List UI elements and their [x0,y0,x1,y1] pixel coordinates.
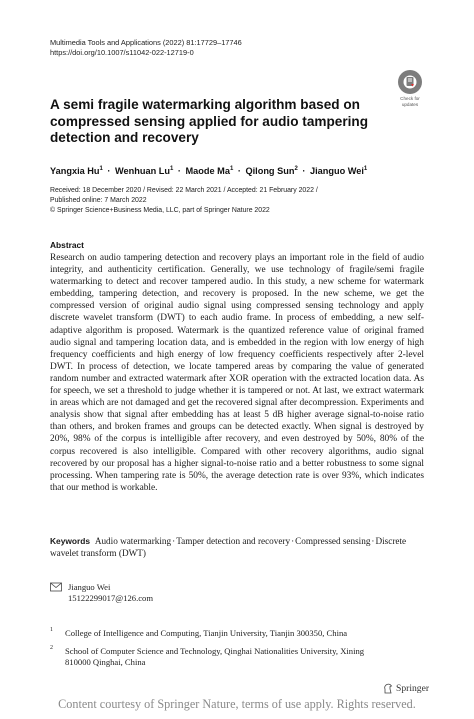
mail-icon [50,582,62,592]
published-online: Published online: 7 March 2022 [50,197,147,204]
keyword: Discrete wavelet transform (DWT) [50,536,407,558]
journal-header [50,38,242,58]
copyright-line: © Springer Science+Business Media, LLC, part of Springer Nature 2022 [50,207,270,214]
affiliation-number: 1 [50,627,53,633]
check-updates-icon [398,70,422,94]
paper-title: A semi fragile watermarking algorithm based on compressed sensing applied for audio tampering detection and recovery [50,97,369,145]
affiliation-text: School of Computer Science and Technology, Qinghai Nationalities University, Xining 810000 Qinghai, China [65,646,365,667]
affiliation-text: College of Intelligence and Computing, Tianjin University, Tianjin 300350, China [65,628,348,638]
springer-horse-icon [383,683,393,694]
courtesy-notice [0,697,474,712]
contact-name: Jianguo Wei [68,582,111,592]
keywords-label: Keywords [50,536,91,546]
author-list: Yangxia $Hu^1$ · Wenhuan $Lu^1$ · Maode $Ma^1$ · Qilong Sun$^2$ · Jianguo Wei$^1$ [50,166,368,177]
check-updates-line2: updates [401,101,419,107]
keyword: Audio watermarking [94,536,172,546]
keywords-section: Keywords Audio watermarking·Tamper detection and recovery·Compressed sensing·Discrete wavelet transform (DWT) [50,536,407,558]
affiliation-number: 2 [50,645,53,651]
doi-link[interactable]: https://doi.org/10.1007/s11042-022-12719-0 [50,48,194,57]
journal-citation: Multimedia Tools and Applications (2022) 81:17729–17746 [50,38,242,47]
publisher-logo [383,683,429,694]
keyword: Compressed sensing [295,536,371,546]
author[interactable]: Qilong Sun$^2$ [245,166,298,177]
courtesy-text[interactable]: Content courtesy of Springer Nature, terms of use apply. Rights reserved. [58,697,416,711]
author[interactable]: Wenhuan Lu$^1$ [115,166,174,177]
check-for-updates-button[interactable] [395,70,425,107]
affiliation [50,628,347,639]
abstract-heading: Abstract [50,240,84,250]
author[interactable]: Yangxia Hu$^1$ [50,166,103,177]
author[interactable]: Jianguo Wei$^1$ [309,166,368,177]
corresponding-author [50,582,153,603]
check-updates-line1: Check for [400,96,420,101]
keyword: Tamper detection and recovery [176,536,291,546]
date-history: Received: 18 December 2020 / Revised: 22 March 2021 / Accepted: 21 February 2022 / [50,187,318,194]
abstract-text: Research on audio tampering detection and recovery plays an important role in the field of audio integrity, and authenticity certification. Generally, we use technology of fragile/semi fragile watermarking to detect and recover tampered audio. In this study, a new scheme for watermark embedding, tampering detection, and recovery is proposed. In the new scheme, we get the compressed version of original audio signal using compressed sensing technology and apply discrete wavelet transform (DWT) to each audio frame. In process of embedding, a new self-adaptive algorithm is proposed. Watermark is the quantized reference value of original framed audio signal and tampering location data, and is embedded in the region with low energy of high frequency coefficients and high energy of low frequency coefficients respectively after 2-level DWT. In process of detection, we locate tampered areas by comparing the value of generated random number and extracted watermark after XOR operation with the extracted location data. As for speech, we set a threshold to judge whether it is tampered or not. At last, we extract watermark in areas which are not damaged and get the recovered signal after decompression. Experiments and analysis show that signal after embedding has at least 5 dB higher average signal-to-noise ratio than others, and broken frames and groups can be detected exactly. When signal is destroyed by 20%, 98% of the corpus is intelligible after recovery, and even destroyed by 50%, 80% of the corpus recovered is also intelligible. Compared with other recovery algorithms, audio signal recovered by our proposal has a higher signal-to-noise ratio and a better robustness to some signal processing. When tampering rate is 50%, the average detection rate is over 93%, which indicates that our method is workable. [50,253,424,493]
affiliation [50,646,380,667]
author[interactable]: Maode Ma$^1$ [185,166,234,177]
contact-email[interactable]: 15122299017@126.com [68,592,154,603]
publication-dates [50,186,318,216]
publisher-name: Springer [396,683,430,694]
